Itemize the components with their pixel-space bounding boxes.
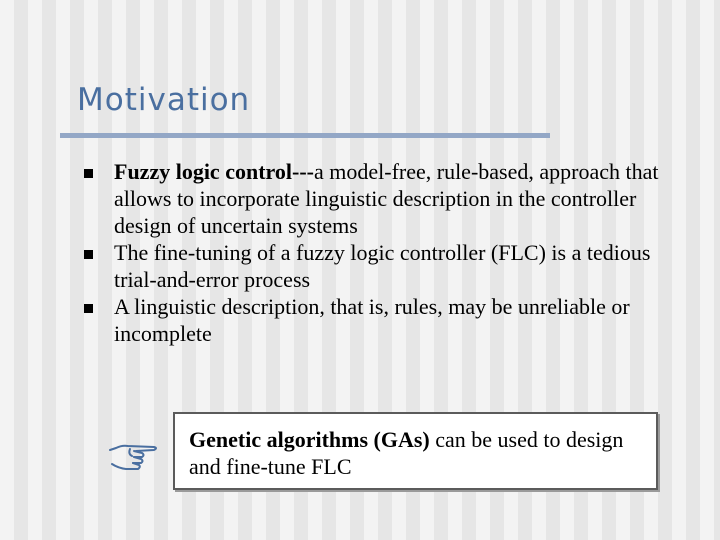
bullet-item bbox=[84, 293, 674, 347]
bullet-body-text: A linguistic description, that is, rules, may be unreliable or incomplete bbox=[114, 294, 630, 346]
bullet-body-text: a model-free, rule-based, approach that allows to incorporate linguistic description in the controller design of uncertain systems bbox=[114, 159, 659, 238]
square-bullet-icon bbox=[84, 169, 93, 178]
title-underline bbox=[60, 133, 550, 138]
bullet-text bbox=[114, 240, 650, 292]
bullet-text bbox=[114, 159, 658, 238]
bullet-item bbox=[84, 239, 674, 293]
bullet-bold-text: Fuzzy logic control--- bbox=[114, 159, 314, 184]
callout-box bbox=[173, 412, 658, 490]
bullet-text bbox=[114, 294, 630, 346]
bullet-body-text: The fine-tuning of a fuzzy logic controller (FLC) is a tedious trial-and-error process bbox=[114, 240, 651, 292]
slide-title: Motivation bbox=[77, 82, 251, 118]
square-bullet-icon bbox=[84, 250, 93, 259]
bullet-list bbox=[84, 158, 674, 347]
callout-body-text: can be used to design and fine-tune FLC bbox=[189, 427, 624, 479]
callout-bold-text: Genetic algorithms (GAs) bbox=[189, 427, 430, 452]
pointing-hand-icon bbox=[108, 440, 160, 474]
square-bullet-icon bbox=[84, 304, 93, 313]
bullet-item bbox=[84, 158, 674, 239]
